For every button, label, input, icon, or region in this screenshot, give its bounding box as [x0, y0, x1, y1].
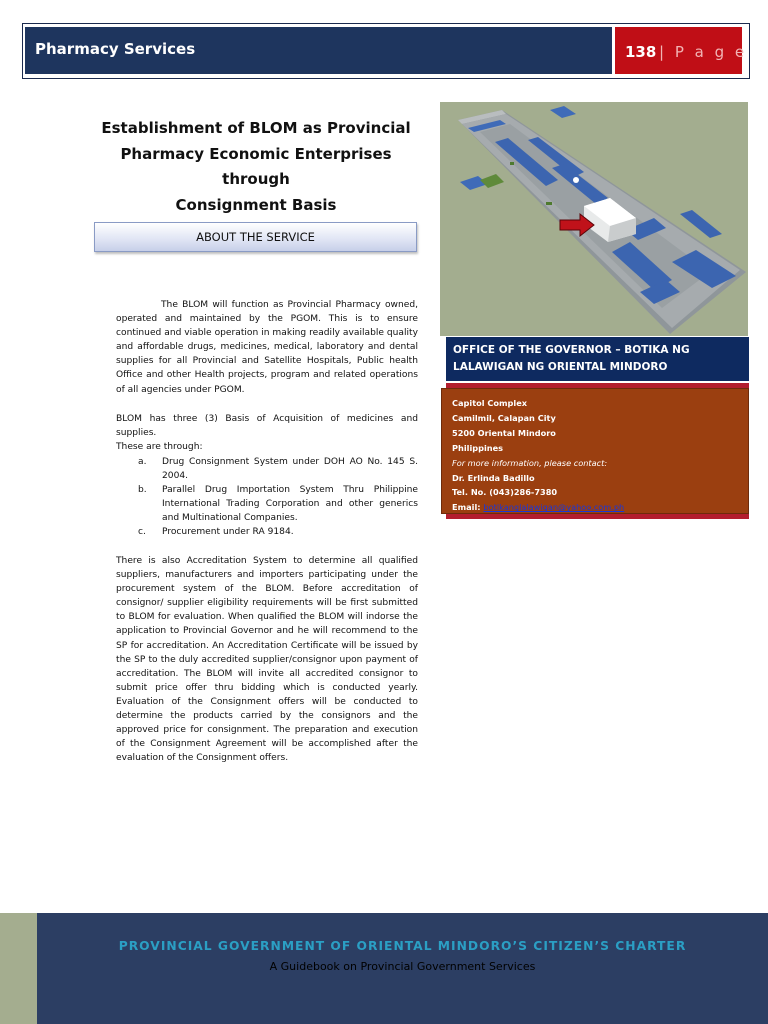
paragraph-intro: The BLOM will function as Provincial Pharmacy owned, operated and maintained by the PGOM. This is to ensure continued and viable operation in making readily available quality and affordable drugs, medicines, medical, laboratory and dental supplies for all Provincial and Satellite Hospitals, Public health Office and other Health projects, program and related operations of all agencies under PGOM. — [116, 300, 418, 395]
contact-details — [452, 396, 742, 515]
title-line: Establishment of BLOM as Provincial — [101, 119, 411, 137]
list-marker: b. — [138, 485, 147, 496]
footer-title: PROVINCIAL GOVERNMENT OF ORIENTAL MINDORO’S CITIZEN’S CHARTER — [118, 939, 687, 953]
document-title — [96, 116, 416, 218]
paragraph-accreditation: There is also Accreditation System to determine all qualified suppliers, manufacturers and importers participating under the procurement system of the BLOM. Before accreditation of consignor/ supplier eligibility requirements will be first submitted to BLOM for evaluation. When qualified the BLOM will indorse the application to Provincial Governor and he will recommend to the SP for accreditation. An Accreditation Certificate will be issued by the SP to the duly accredited supplier/consignor upon payment of accreditation. The BLOM will invite all accredited consignor to submit price offer thru bidding which is conducted yearly. Evaluation of the Consignment offers will be conducted to determine the products carried by the consignors and the approved price for consignment. The preparation and execution of the Consignment Agreement will be accomplished after the evaluation of the Consignment offers. — [116, 556, 418, 764]
list-text: Parallel Drug Importation System Thru Philippine International Trading Corporation and other generics and Multinational Companies. — [162, 485, 418, 524]
contact-line: Philippines — [452, 442, 504, 453]
section-header-label: ABOUT THE SERVICE — [196, 230, 315, 244]
contact-line: Tel. No. (043)286-7380 — [452, 487, 558, 498]
list-text: Procurement under RA 9184. — [162, 527, 294, 538]
contact-line: 5200 Oriental Mindoro — [452, 427, 556, 438]
title-line: Pharmacy Economic Enterprises through — [120, 144, 392, 188]
footer-left-band — [0, 913, 37, 1024]
contact-line: Capitol Complex — [452, 398, 528, 408]
office-heading: OFFICE OF THE GOVERNOR – BOTIKA NG LALAWIGAN NG ORIENTAL MINDORO — [453, 344, 690, 373]
page-number: 138 — [625, 43, 657, 61]
list-text: Drug Consignment System under DOH AO No. 145 S. 2004. — [162, 457, 418, 482]
paragraph-basis: BLOM has three (3) Basis of Acquisition of medicines and supplies. — [116, 414, 418, 439]
contact-line: Camilmil, Calapan City — [452, 412, 556, 423]
header-title: Pharmacy Services — [35, 40, 196, 58]
list-item — [116, 483, 418, 525]
contact-email-row — [452, 500, 742, 515]
email-link[interactable]: botikanglalawigan@yahoo.com.ph — [483, 502, 625, 513]
list-marker: c. — [138, 527, 146, 538]
title-line: Consignment Basis — [175, 195, 337, 214]
contact-line: Dr. Erlinda Badillo — [452, 472, 535, 483]
list-item — [116, 455, 418, 483]
list-marker: a. — [138, 457, 147, 467]
page-word: | P a g e — [659, 43, 748, 61]
paragraph-through: These are through: — [116, 442, 203, 452]
footer-subtitle: A Guidebook on Provincial Government Services — [269, 960, 536, 973]
building-illustration — [440, 102, 748, 336]
list-item — [116, 525, 418, 539]
acquisition-list — [116, 455, 418, 540]
site-plan-image — [440, 102, 748, 336]
contact-line: For more information, please contact: — [452, 457, 608, 468]
email-label: Email: — [452, 502, 481, 513]
